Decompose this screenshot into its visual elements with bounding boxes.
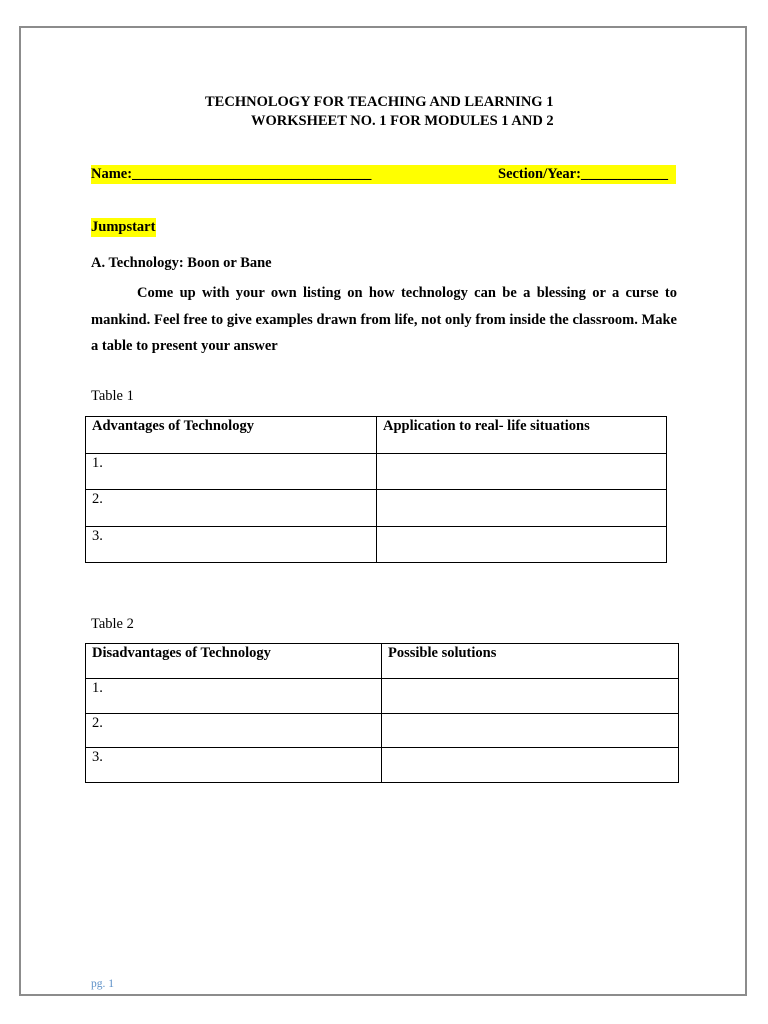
worksheet-page [19,26,747,996]
table-cell[interactable]: 1. [86,679,382,714]
page-number: pg. 1 [91,978,114,990]
table-row [86,679,679,714]
student-info-bar [91,165,676,184]
table-row [86,454,667,490]
table-header-cell: Application to real- life situations [377,417,667,454]
table-disadvantages [85,643,679,783]
table-cell[interactable] [382,714,679,748]
jumpstart-heading: Jumpstart [91,219,156,235]
table-cell[interactable]: 2. [86,490,377,527]
table-cell[interactable] [382,679,679,714]
document-subtitle: WORKSHEET NO. 1 FOR MODULES 1 AND 2 [251,113,554,129]
table-header-cell: Disadvantages of Technology [86,644,382,679]
table2-caption: Table 2 [91,616,134,632]
table-cell[interactable] [377,527,667,563]
section-a-heading: A. Technology: Boon or Bane [91,255,272,271]
table-row [86,490,667,527]
table-cell[interactable]: 3. [86,527,377,563]
name-field-label: Name:_________________________________ [91,166,372,182]
table-row [86,714,679,748]
table-advantages [85,416,667,563]
table1-caption: Table 1 [91,388,134,404]
table-cell[interactable] [377,490,667,527]
table-header-row [86,417,667,454]
table-cell[interactable]: 3. [86,748,382,783]
section-a-instructions: Come up with your own listing on how technology can be a blessing or a curse to mankind. Feel free to give examples drawn from life, not only from inside the classroom. Make a table to present your answer [91,285,677,354]
table-header-row [86,644,679,679]
table-row [86,527,667,563]
table-header-cell: Advantages of Technology [86,417,377,454]
table-cell[interactable]: 1. [86,454,377,490]
table-row [86,748,679,783]
table-header-cell: Possible solutions [382,644,679,679]
table-cell[interactable] [382,748,679,783]
table-cell[interactable] [377,454,667,490]
document-title: TECHNOLOGY FOR TEACHING AND LEARNING 1 [205,94,554,110]
table-cell[interactable]: 2. [86,714,382,748]
section-year-field-label: Section/Year:____________ [498,166,668,182]
